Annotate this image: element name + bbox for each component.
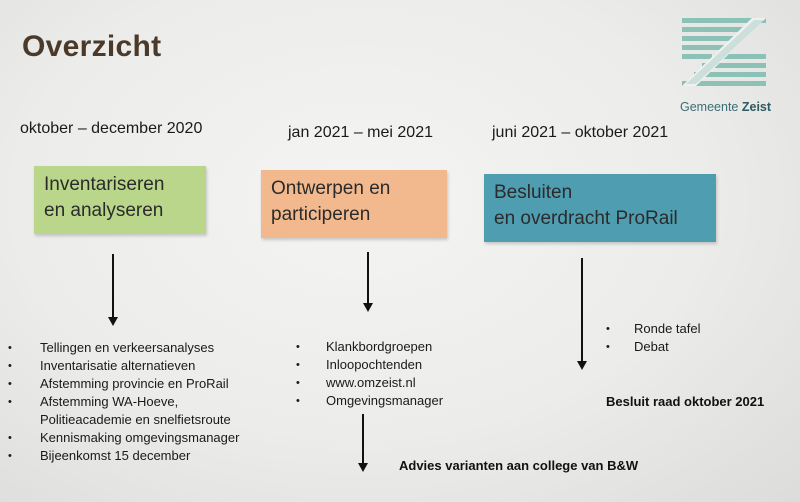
list-item-text: Omgevingsmanager (326, 393, 444, 408)
phase-3-box-line-2: en overdracht ProRail (494, 208, 678, 229)
phase-1-box (34, 166, 206, 234)
logo-text-prefix: Gemeente (680, 100, 739, 114)
bullet-icon: • (296, 359, 300, 371)
list-item-continuation (8, 411, 278, 429)
phase-1-arrow (108, 254, 118, 326)
list-item (296, 338, 496, 356)
list-item (8, 357, 278, 375)
list-item-text: www.omzeist.nl (326, 375, 416, 390)
list-item-text: Afstemming provincie en ProRail (40, 376, 229, 391)
phase-3-box-line-1: Besluiten (494, 182, 573, 203)
bullet-icon: • (296, 395, 300, 407)
list-item (606, 338, 746, 356)
gemeente-zeist-logo (676, 18, 776, 118)
bullet-icon: • (8, 432, 12, 444)
phase-1-list (8, 339, 278, 465)
phase-2-box (261, 170, 447, 238)
phase-2-note-arrow (358, 414, 368, 472)
phase-1-box-line-1: Inventariseren (44, 174, 165, 195)
phase-3-arrow (577, 258, 587, 370)
phase-2-arrow (363, 252, 373, 312)
list-item (8, 429, 278, 447)
bullet-icon: • (606, 341, 610, 353)
list-item-text: Debat (634, 339, 669, 354)
phase-3-box (484, 174, 716, 242)
bullet-icon: • (8, 450, 12, 462)
bullet-icon: • (296, 377, 300, 389)
list-item (296, 392, 496, 410)
list-item (8, 339, 278, 357)
list-item-text: Tellingen en verkeersanalyses (40, 340, 215, 355)
list-item-text: Afstemming WA-Hoeve, (40, 394, 179, 409)
phase-2-period: jan 2021 – mei 2021 (288, 124, 433, 141)
list-item-text: Inventarisatie alternatieven (40, 358, 196, 373)
phase-2-list (296, 338, 496, 410)
phase-3-note: Besluit raad oktober 2021 (606, 394, 765, 409)
logo-wordmark (680, 100, 771, 114)
list-item-text: Ronde tafel (634, 321, 701, 336)
bullet-icon: • (296, 341, 300, 353)
list-item (8, 447, 278, 465)
bullet-icon: • (8, 342, 12, 354)
phase-1-period: oktober – december 2020 (20, 120, 203, 137)
page-title: Overzicht (22, 30, 162, 63)
logo-text-bold: Zeist (741, 100, 772, 114)
phase-1-box-line-2: en analyseren (44, 200, 164, 221)
list-item (8, 393, 278, 411)
phase-2-box-line-2: participeren (271, 204, 371, 225)
phase-3-period: juni 2021 – oktober 2021 (492, 124, 669, 141)
phase-2-note: Advies varianten aan college van B&W (399, 458, 639, 473)
phase-3-list (606, 320, 746, 356)
list-item-text: Bijeenkomst 15 december (40, 448, 191, 463)
list-item-text: Kennismaking omgevingsmanager (40, 430, 240, 445)
bullet-icon: • (8, 396, 12, 408)
bullet-icon: • (606, 323, 610, 335)
zeist-logo-icon (682, 18, 768, 96)
phase-2-box-line-1: Ontwerpen en (271, 178, 391, 199)
list-item-text: Inloopochtenden (326, 357, 423, 372)
bullet-icon: • (8, 360, 12, 372)
list-item (296, 356, 496, 374)
list-item (8, 375, 278, 393)
list-item-text: Klankbordgroepen (326, 339, 433, 354)
list-item (296, 374, 496, 392)
list-item-text: Politieacademie en snelfietsroute (40, 412, 231, 427)
list-item (606, 320, 746, 338)
bullet-icon: • (8, 378, 12, 390)
